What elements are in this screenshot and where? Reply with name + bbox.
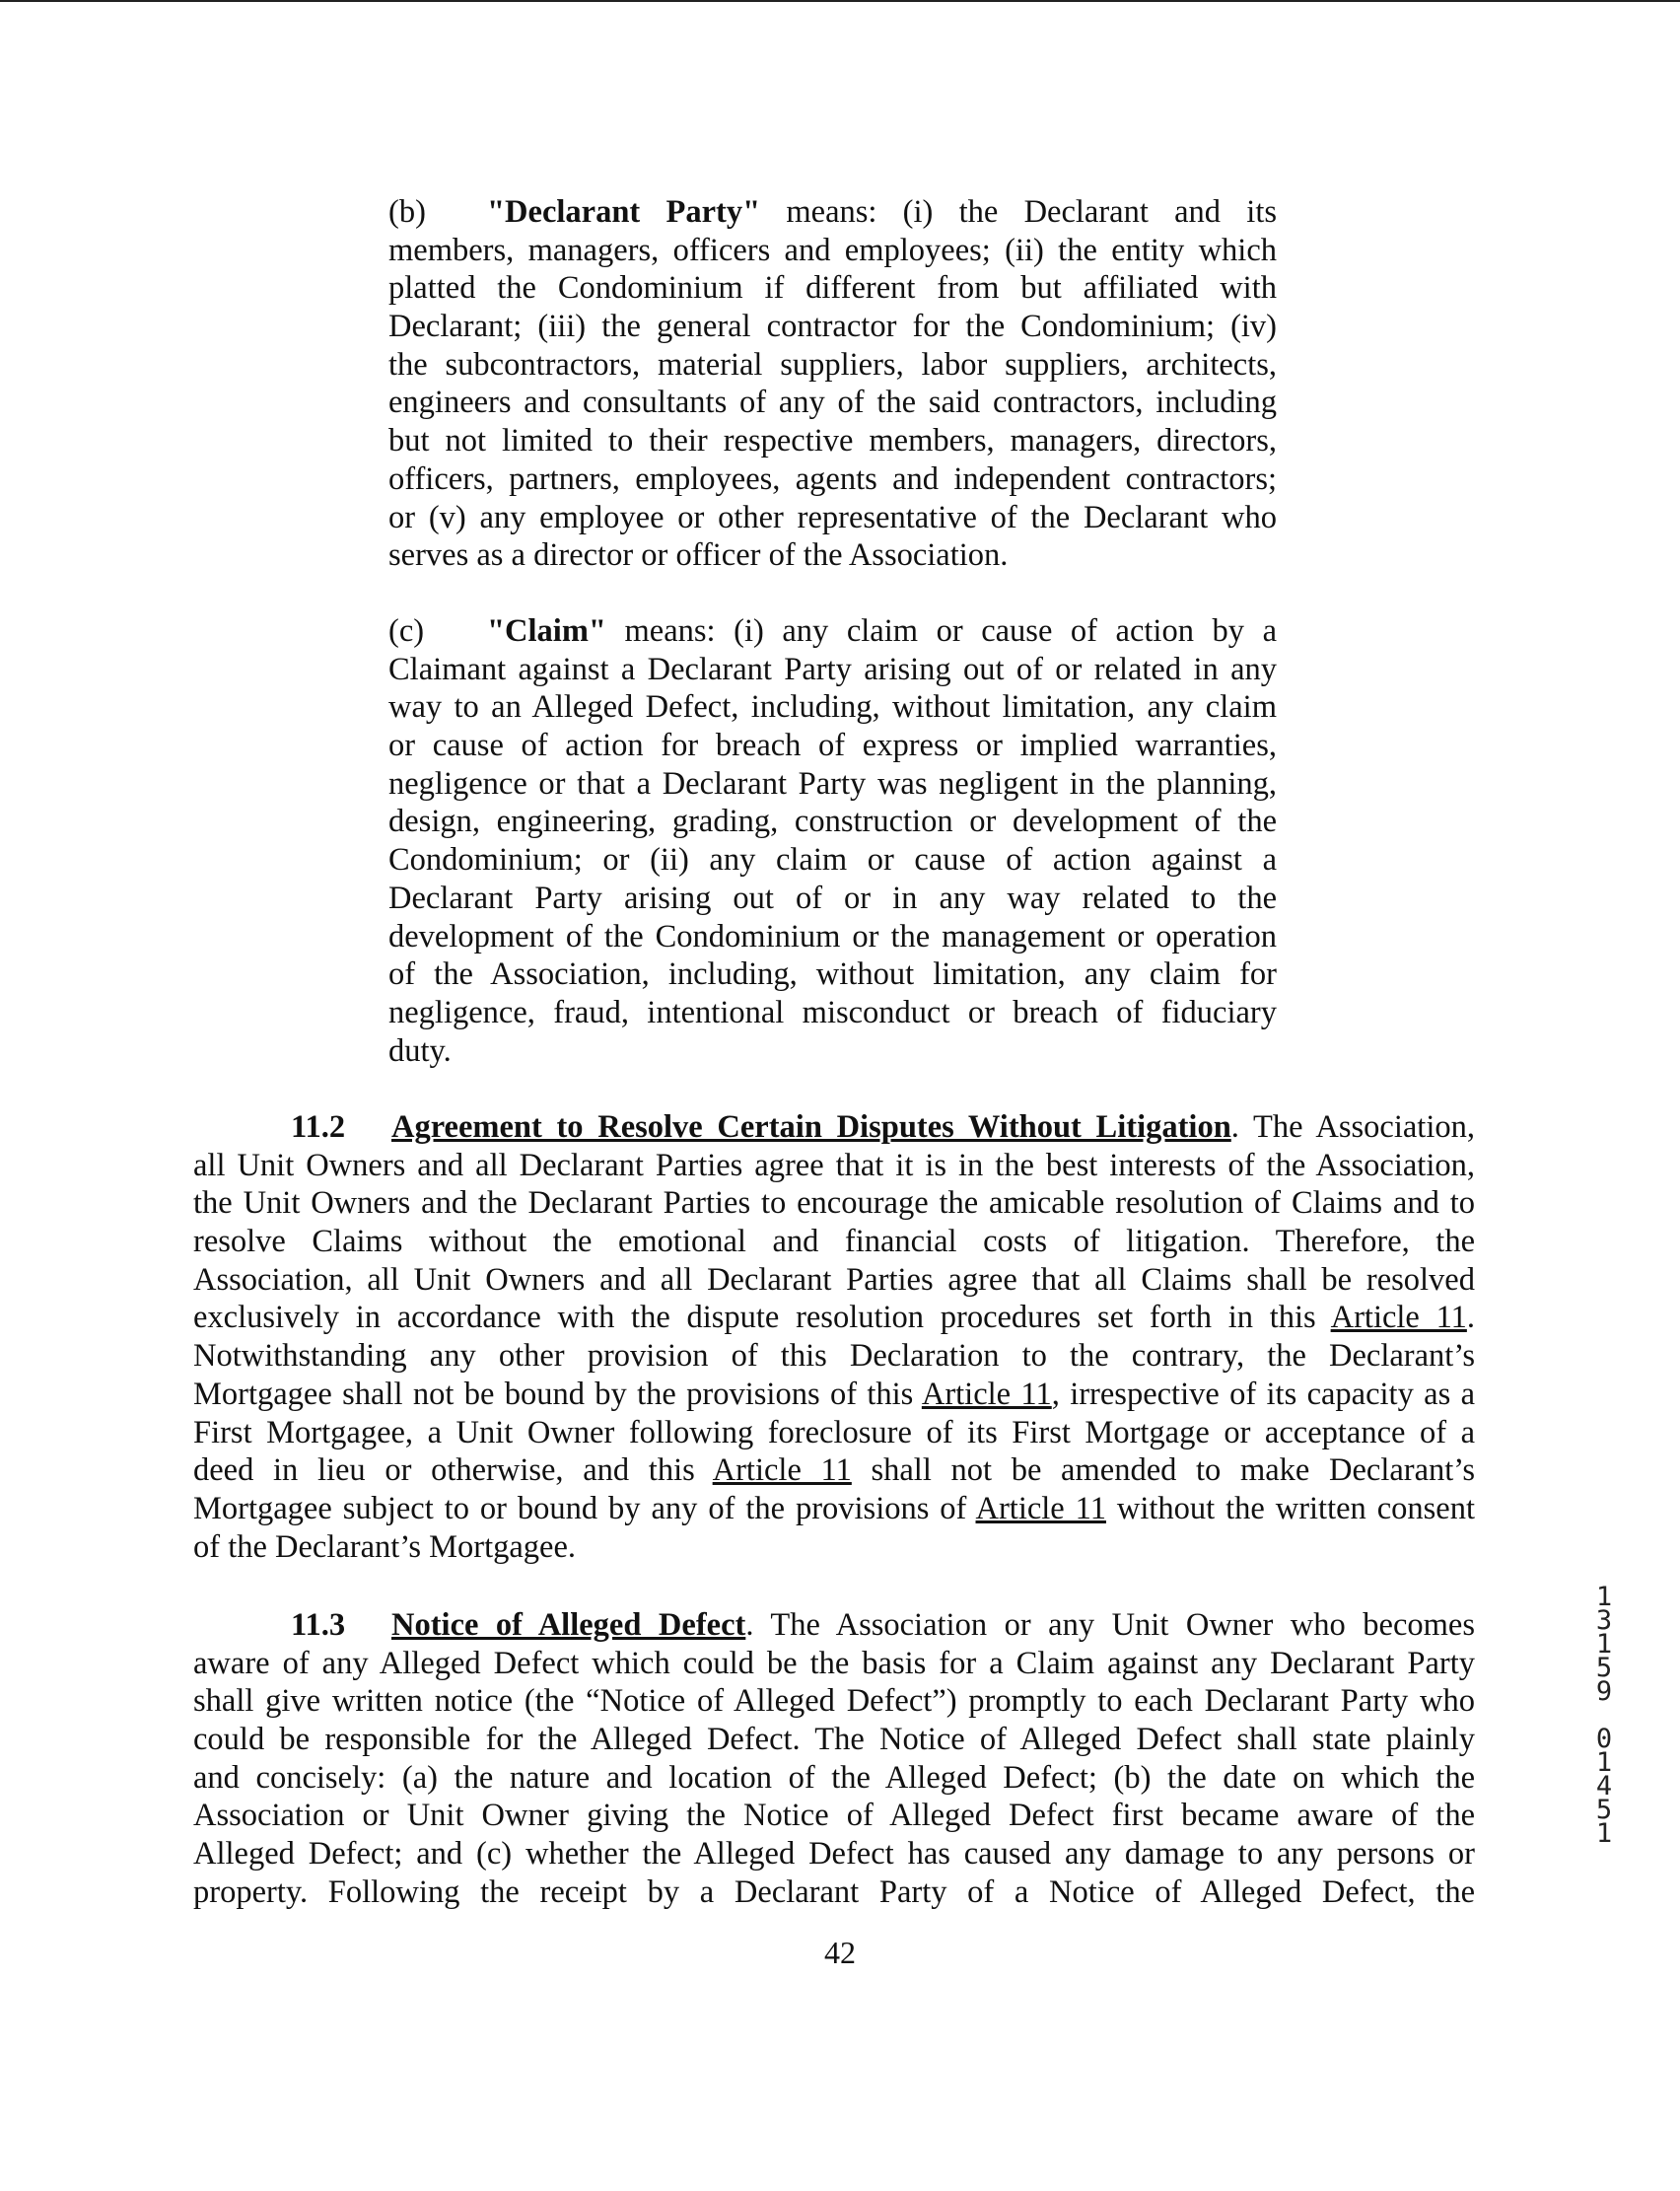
stamp-digit: 5 xyxy=(1595,1795,1613,1825)
text-line xyxy=(388,269,1277,308)
text-run: the Unit Owners and the Declarant Parties to encourage the amicable resolution of Claims and to xyxy=(193,1185,1475,1222)
text-run: aware of any Alleged Defect which could be the basis for a Claim against any Declarant Party xyxy=(193,1645,1475,1681)
text-line xyxy=(388,232,1277,270)
text-line xyxy=(193,1835,1475,1873)
text-run: exclusively in accordance with the dispute resolution procedures set forth in this xyxy=(193,1300,1331,1336)
stamp-page-number xyxy=(1589,1724,1619,1849)
text-line xyxy=(388,499,1277,537)
stamp-digit: 1 xyxy=(1595,1818,1613,1849)
section-heading: Agreement to Resolve Certain Disputes Without Litigation xyxy=(391,1109,1231,1145)
text-line xyxy=(193,1721,1475,1759)
text-line xyxy=(193,1606,1475,1645)
text-run: negligence or that a Declarant Party was negligent in the planning, xyxy=(388,765,1277,802)
text-line xyxy=(388,612,1277,651)
text-run: officers, partners, employees, agents and independent contractors; xyxy=(388,460,1277,497)
definition-declarant-party xyxy=(388,193,1277,575)
text-run: way to an Alleged Defect, including, without limitation, any claim xyxy=(388,689,1277,726)
text-line xyxy=(193,1261,1475,1300)
text-run: platted the Condominium if different from but affiliated with xyxy=(388,270,1277,307)
text-line xyxy=(193,1682,1475,1721)
text-run: the subcontractors, material suppliers, labor suppliers, architects, xyxy=(388,346,1277,383)
article-reference: Article 11 xyxy=(1330,1300,1467,1336)
defined-term: "Claim" xyxy=(487,613,606,649)
text-run: engineers and consultants of any of the said contractors, including xyxy=(388,385,1277,421)
text-line xyxy=(193,1451,1475,1490)
text-run: members, managers, officers and employees; (ii) the entity which xyxy=(388,232,1277,268)
text-run: property. Following the receipt by a Declarant Party of a Notice of Alleged Defect, the xyxy=(193,1873,1475,1910)
scan-top-edge xyxy=(0,0,1680,2)
text-line xyxy=(388,384,1277,422)
text-run: Claimant against a Declarant Party arising out of or related in any xyxy=(388,651,1277,687)
recording-stamp xyxy=(1589,1582,1619,1849)
text-run: without the written consent xyxy=(1105,1490,1475,1526)
text-run: design, engineering, grading, construction or development of the xyxy=(388,804,1277,840)
article-reference: Article 11 xyxy=(975,1490,1106,1526)
text-run: but not limited to their respective members, managers, directors, xyxy=(388,423,1277,459)
text-run: . The Association, xyxy=(1230,1109,1475,1145)
text-run: Association or Unit Owner giving the Notice of Alleged Defect first became aware of the xyxy=(193,1798,1475,1834)
text-run: serves as a director or officer of the Association. xyxy=(388,537,1009,574)
text-line xyxy=(193,1337,1475,1376)
text-run: , irrespective of its capacity as a xyxy=(1051,1376,1476,1412)
text-line xyxy=(388,803,1277,841)
text-run: Condominium; or (ii) any claim or cause of action against a xyxy=(388,842,1277,879)
text-line xyxy=(193,1490,1475,1528)
text-line xyxy=(193,1873,1475,1912)
text-run: shall not be amended to make Declarant’s xyxy=(851,1452,1475,1489)
text-line xyxy=(388,994,1277,1032)
text-line xyxy=(388,1032,1277,1071)
text-line xyxy=(193,1528,1475,1567)
text-run: development of the Condominium or the management or operation xyxy=(388,918,1277,954)
text-line xyxy=(193,1414,1475,1452)
stamp-digit: 4 xyxy=(1595,1771,1613,1802)
text-run: duty. xyxy=(388,1032,452,1069)
section-11-3 xyxy=(193,1606,1475,1912)
text-run: all Unit Owners and all Declarant Parties agree that it is in the best interests of the Association, xyxy=(193,1147,1475,1183)
text-run: Declarant Party arising out of or in any way related to the xyxy=(388,880,1277,916)
text-run: Association, all Unit Owners and all Declarant Parties agree that all Claims shall be resolved xyxy=(193,1261,1475,1298)
stamp-digit: 1 xyxy=(1595,1582,1613,1612)
paragraph-label: 11.2 xyxy=(291,1109,346,1145)
text-line xyxy=(388,918,1277,956)
text-run: means: (i) the Declarant and its xyxy=(760,194,1278,230)
stamp-digit: 5 xyxy=(1595,1653,1613,1683)
text-run: or cause of action for breach of express or implied warranties, xyxy=(388,728,1277,764)
text-line xyxy=(388,460,1277,499)
text-run: deed in lieu or otherwise, and this xyxy=(193,1452,713,1489)
page-number: 42 xyxy=(824,1935,856,1970)
text-line xyxy=(388,422,1277,460)
stamp-digit: 1 xyxy=(1595,1629,1613,1660)
text-line xyxy=(388,193,1277,232)
text-line xyxy=(388,955,1277,994)
text-line xyxy=(388,308,1277,346)
article-reference: Article 11 xyxy=(921,1376,1052,1412)
text-run: Mortgagee shall not be bound by the provisions of this xyxy=(193,1376,922,1412)
section-heading: Notice of Alleged Defect xyxy=(391,1607,746,1643)
text-line xyxy=(388,651,1277,689)
text-run: of the Association, including, without limitation, any claim for xyxy=(388,956,1277,993)
text-run: . xyxy=(1466,1300,1475,1336)
text-line xyxy=(193,1184,1475,1223)
text-line xyxy=(193,1299,1475,1337)
text-line xyxy=(193,1147,1475,1185)
text-line xyxy=(388,765,1277,804)
text-line xyxy=(388,346,1277,385)
stamp-digit: 1 xyxy=(1595,1747,1613,1778)
text-line xyxy=(388,727,1277,765)
text-run: negligence, fraud, intentional misconduct or breach of fiduciary xyxy=(388,994,1277,1030)
text-line xyxy=(388,688,1277,727)
text-line xyxy=(193,1376,1475,1414)
text-run: First Mortgagee, a Unit Owner following foreclosure of its First Mortgage or acceptance of a xyxy=(193,1414,1475,1450)
text-line xyxy=(193,1797,1475,1835)
text-run: or (v) any employee or other representative of the Declarant who xyxy=(388,499,1277,535)
article-reference: Article 11 xyxy=(712,1452,852,1489)
text-line xyxy=(193,1223,1475,1261)
text-line xyxy=(193,1108,1475,1147)
text-run: . The Association or any Unit Owner who becomes xyxy=(745,1607,1475,1643)
text-run: and concisely: (a) the nature and location of the Alleged Defect; (b) the date on which the xyxy=(193,1759,1475,1796)
section-11-2 xyxy=(193,1108,1475,1566)
text-line xyxy=(388,841,1277,880)
text-run: of the Declarant’s Mortgagee. xyxy=(193,1528,577,1565)
defined-term: "Declarant Party" xyxy=(487,194,761,230)
stamp-digit: 0 xyxy=(1595,1724,1613,1754)
text-run: Notwithstanding any other provision of this Declaration to the contrary, the Declarant’s xyxy=(193,1338,1475,1375)
text-line xyxy=(193,1759,1475,1798)
text-run: Declarant; (iii) the general contractor for the Condominium; (iv) xyxy=(388,309,1277,345)
stamp-book-number xyxy=(1589,1582,1619,1707)
text-run: Alleged Defect; and (c) whether the Alleged Defect has caused any damage to any persons or xyxy=(193,1836,1475,1873)
text-run: means: (i) any claim or cause of action by a xyxy=(605,613,1277,649)
stamp-digit: 9 xyxy=(1595,1676,1613,1707)
paragraph-label: 11.3 xyxy=(291,1607,346,1643)
text-run: Mortgagee subject to or bound by any of the provisions of xyxy=(193,1490,976,1526)
text-run: shall give written notice (the “Notice of Alleged Defect”) promptly to each Declarant Party who xyxy=(193,1683,1475,1720)
text-run: resolve Claims without the emotional and financial costs of litigation. Therefore, the xyxy=(193,1224,1475,1260)
paragraph-label: (b) xyxy=(388,194,426,230)
paragraph-label: (c) xyxy=(388,613,425,649)
text-line xyxy=(388,880,1277,918)
text-line xyxy=(388,536,1277,575)
stamp-digit: 3 xyxy=(1595,1605,1613,1636)
definition-claim xyxy=(388,612,1277,1070)
text-line xyxy=(193,1645,1475,1683)
text-run: could be responsible for the Alleged Defect. The Notice of Alleged Defect shall state plainly xyxy=(193,1722,1475,1758)
